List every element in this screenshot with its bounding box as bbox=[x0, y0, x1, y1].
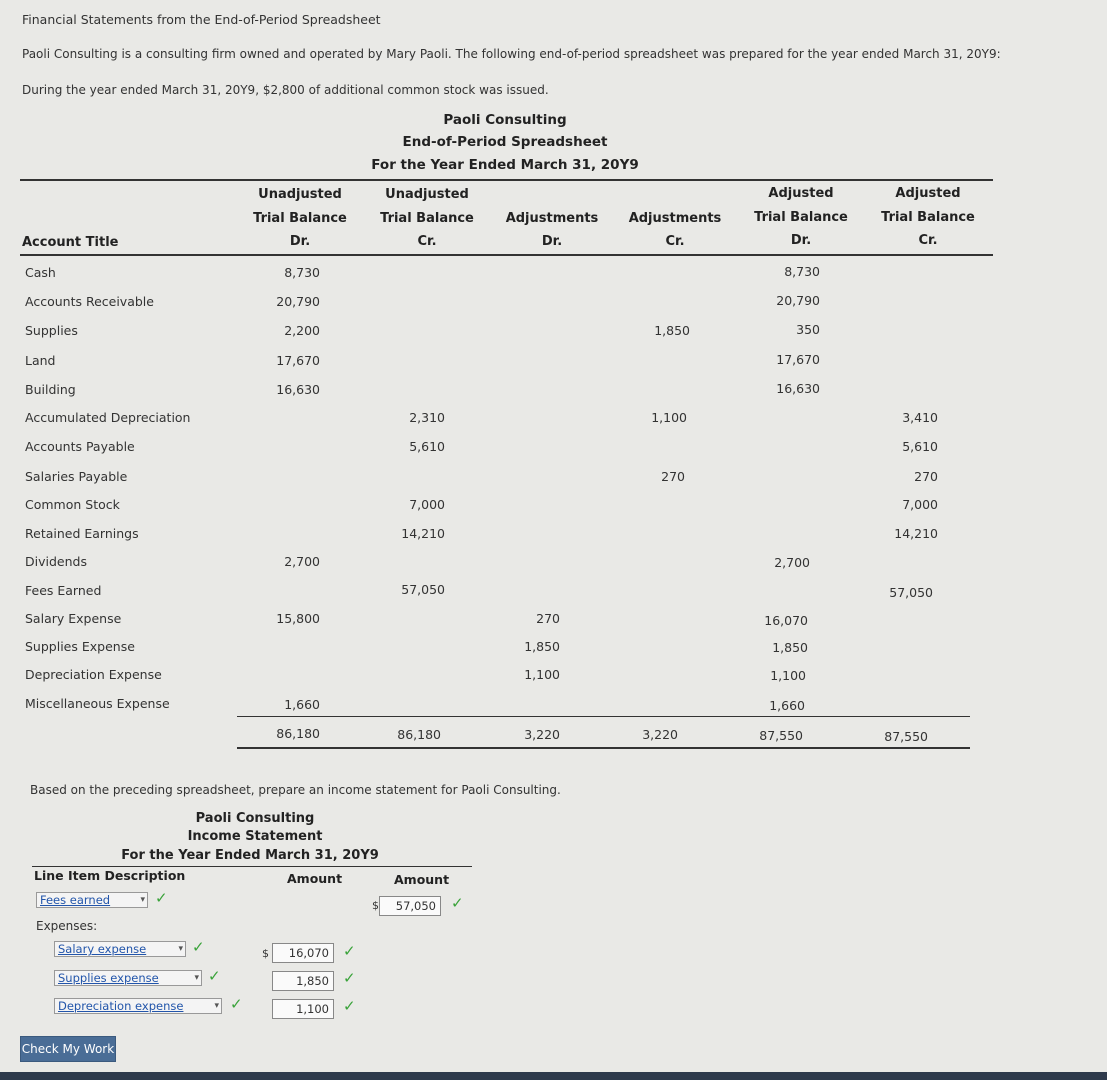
intro-text: Paoli Consulting is a consulting firm owned and operated by Mary Paoli. The following end-of-period spreadsheet was prepared for the year ended March 31, 20Y9: bbox=[22, 47, 1001, 61]
is-col-description: Line Item Description bbox=[34, 868, 186, 883]
is-header-rule bbox=[32, 866, 472, 867]
spreadsheet-period: For the Year Ended March 31, 20Y9 bbox=[371, 157, 639, 173]
is-company: Paoli Consulting bbox=[195, 811, 315, 826]
cell-adjusted-cr: 270 bbox=[914, 469, 938, 484]
is-period: For the Year Ended March 31, 20Y9 bbox=[121, 848, 379, 863]
chevron-down-icon: ▾ bbox=[214, 1001, 219, 1011]
account-title: Common Stock bbox=[25, 497, 120, 512]
col-adj-dr: Adjustments Dr. bbox=[505, 210, 599, 249]
cell-adjusted-dr: 16,630 bbox=[776, 381, 820, 396]
spreadsheet-top-rule bbox=[20, 179, 993, 181]
cell-adjusted-dr: 2,700 bbox=[774, 555, 810, 570]
account-title: Accounts Receivable bbox=[25, 294, 154, 309]
total-unadj-cr: 86,180 bbox=[397, 727, 441, 742]
check-icon: ✓ bbox=[343, 942, 356, 960]
cell-adjusted-cr: 14,210 bbox=[894, 526, 938, 541]
total-unadj-dr: 86,180 bbox=[276, 726, 320, 741]
cell-unadj-cr: 57,050 bbox=[401, 582, 445, 597]
expenses-label: Expenses: bbox=[36, 919, 98, 933]
question-text: Based on the preceding spreadsheet, prepare an income statement for Paoli Consulting. bbox=[30, 783, 561, 797]
account-title: Retained Earnings bbox=[25, 526, 139, 541]
total-adj-cr: 3,220 bbox=[642, 727, 678, 742]
cell-adjusted-cr: 3,410 bbox=[902, 410, 938, 425]
taskbar bbox=[0, 1072, 1107, 1080]
cell-adjusted-cr: 5,610 bbox=[902, 439, 938, 454]
cell-unadj-dr: 15,800 bbox=[276, 611, 320, 626]
account-title: Salaries Payable bbox=[25, 469, 128, 484]
account-title: Supplies Expense bbox=[25, 639, 135, 654]
col-adjusted-cr: Adjusted Trial Balance Cr. bbox=[881, 186, 975, 248]
page-heading: Financial Statements from the End-of-Period Spreadsheet bbox=[22, 12, 381, 27]
cell-adj-cr: 270 bbox=[661, 469, 685, 484]
cell-adjusted-dr: 1,850 bbox=[772, 640, 808, 655]
col-adjusted-dr: Adjusted Trial Balance Dr. bbox=[754, 186, 848, 248]
cell-unadj-cr: 14,210 bbox=[401, 526, 445, 541]
account-title: Building bbox=[25, 382, 76, 397]
totals-bottom-rule bbox=[237, 747, 970, 749]
check-icon: ✓ bbox=[208, 967, 221, 985]
intro-note: During the year ended March 31, 20Y9, $2,800 of additional common stock was issued. bbox=[22, 83, 549, 97]
depreciation-expense-amount-input[interactable]: 1,100 bbox=[272, 999, 334, 1019]
account-title: Accumulated Depreciation bbox=[25, 410, 191, 425]
salary-expense-dropdown[interactable]: Salary expense ▾ bbox=[54, 941, 186, 957]
is-col-amount-2: Amount bbox=[394, 872, 450, 887]
cell-unadj-dr: 2,700 bbox=[284, 554, 320, 569]
check-icon: ✓ bbox=[192, 938, 205, 956]
cell-adj-dr: 1,100 bbox=[524, 667, 560, 682]
cell-adjusted-dr: 1,660 bbox=[769, 698, 805, 713]
col-account-title: Account Title bbox=[22, 235, 119, 250]
check-icon: ✓ bbox=[343, 969, 356, 987]
total-adj-dr: 3,220 bbox=[524, 727, 560, 742]
fees-earned-amount-input[interactable]: 57,050 bbox=[379, 896, 441, 916]
check-icon: ✓ bbox=[451, 894, 464, 912]
totals-rule bbox=[237, 716, 970, 717]
cell-adjusted-dr: 1,100 bbox=[770, 668, 806, 683]
col-adj-cr: Adjustments Cr. bbox=[628, 210, 722, 249]
total-adjusted-dr: 87,550 bbox=[759, 728, 803, 743]
col-unadj-cr: Unadjusted Trial Balance Cr. bbox=[380, 187, 474, 249]
cell-unadj-dr: 1,660 bbox=[284, 697, 320, 712]
account-title: Depreciation Expense bbox=[25, 667, 162, 682]
chevron-down-icon: ▾ bbox=[178, 944, 183, 954]
account-title: Land bbox=[25, 353, 56, 368]
salary-expense-amount-input[interactable]: 16,070 bbox=[272, 943, 334, 963]
cell-adjusted-dr: 16,070 bbox=[764, 613, 808, 628]
spreadsheet-header-rule bbox=[20, 254, 993, 256]
cell-adj-cr: 1,100 bbox=[651, 410, 687, 425]
cell-unadj-cr: 2,310 bbox=[409, 410, 445, 425]
dollar-sign: $ bbox=[262, 947, 269, 960]
cell-unadj-dr: 2,200 bbox=[284, 323, 320, 338]
check-icon: ✓ bbox=[343, 997, 356, 1015]
account-title: Cash bbox=[25, 265, 56, 280]
cell-adjusted-dr: 17,670 bbox=[776, 352, 820, 367]
check-icon: ✓ bbox=[230, 995, 243, 1013]
cell-adj-dr: 1,850 bbox=[524, 639, 560, 654]
account-title: Miscellaneous Expense bbox=[25, 696, 170, 711]
total-adjusted-cr: 87,550 bbox=[884, 729, 928, 744]
cell-unadj-dr: 16,630 bbox=[276, 382, 320, 397]
spreadsheet-title: End-of-Period Spreadsheet bbox=[402, 134, 608, 150]
cell-unadj-dr: 8,730 bbox=[284, 265, 320, 280]
dollar-sign: $ bbox=[372, 899, 379, 912]
cell-unadj-cr: 7,000 bbox=[409, 497, 445, 512]
supplies-expense-dropdown[interactable]: Supplies expense ▾ bbox=[54, 970, 202, 986]
cell-adjusted-cr: 7,000 bbox=[902, 497, 938, 512]
chevron-down-icon: ▾ bbox=[140, 895, 145, 905]
cell-unadj-dr: 20,790 bbox=[276, 294, 320, 309]
col-unadj-dr: Unadjusted Trial Balance Dr. bbox=[253, 187, 347, 249]
cell-adj-cr: 1,850 bbox=[654, 323, 690, 338]
check-my-work-button[interactable]: Check My Work bbox=[20, 1036, 116, 1062]
depreciation-expense-dropdown[interactable]: Depreciation expense ▾ bbox=[54, 998, 222, 1014]
cell-unadj-dr: 17,670 bbox=[276, 353, 320, 368]
is-col-amount-1: Amount bbox=[287, 871, 343, 886]
account-title: Accounts Payable bbox=[25, 439, 135, 454]
cell-adjusted-dr: 8,730 bbox=[784, 264, 820, 279]
chevron-down-icon: ▾ bbox=[194, 973, 199, 983]
cell-adjusted-dr: 20,790 bbox=[776, 293, 820, 308]
cell-adj-dr: 270 bbox=[536, 611, 560, 626]
check-icon: ✓ bbox=[155, 889, 168, 907]
spreadsheet-company: Paoli Consulting bbox=[443, 112, 567, 128]
account-title: Salary Expense bbox=[25, 611, 122, 626]
account-title: Dividends bbox=[25, 554, 87, 569]
fees-earned-dropdown[interactable]: Fees earned ▾ bbox=[36, 892, 148, 908]
account-title: Fees Earned bbox=[25, 583, 102, 598]
is-title: Income Statement bbox=[187, 829, 323, 844]
cell-unadj-cr: 5,610 bbox=[409, 439, 445, 454]
cell-adjusted-dr: 350 bbox=[796, 322, 820, 337]
supplies-expense-amount-input[interactable]: 1,850 bbox=[272, 971, 334, 991]
account-title: Supplies bbox=[25, 323, 78, 338]
cell-adjusted-cr: 57,050 bbox=[889, 585, 933, 600]
